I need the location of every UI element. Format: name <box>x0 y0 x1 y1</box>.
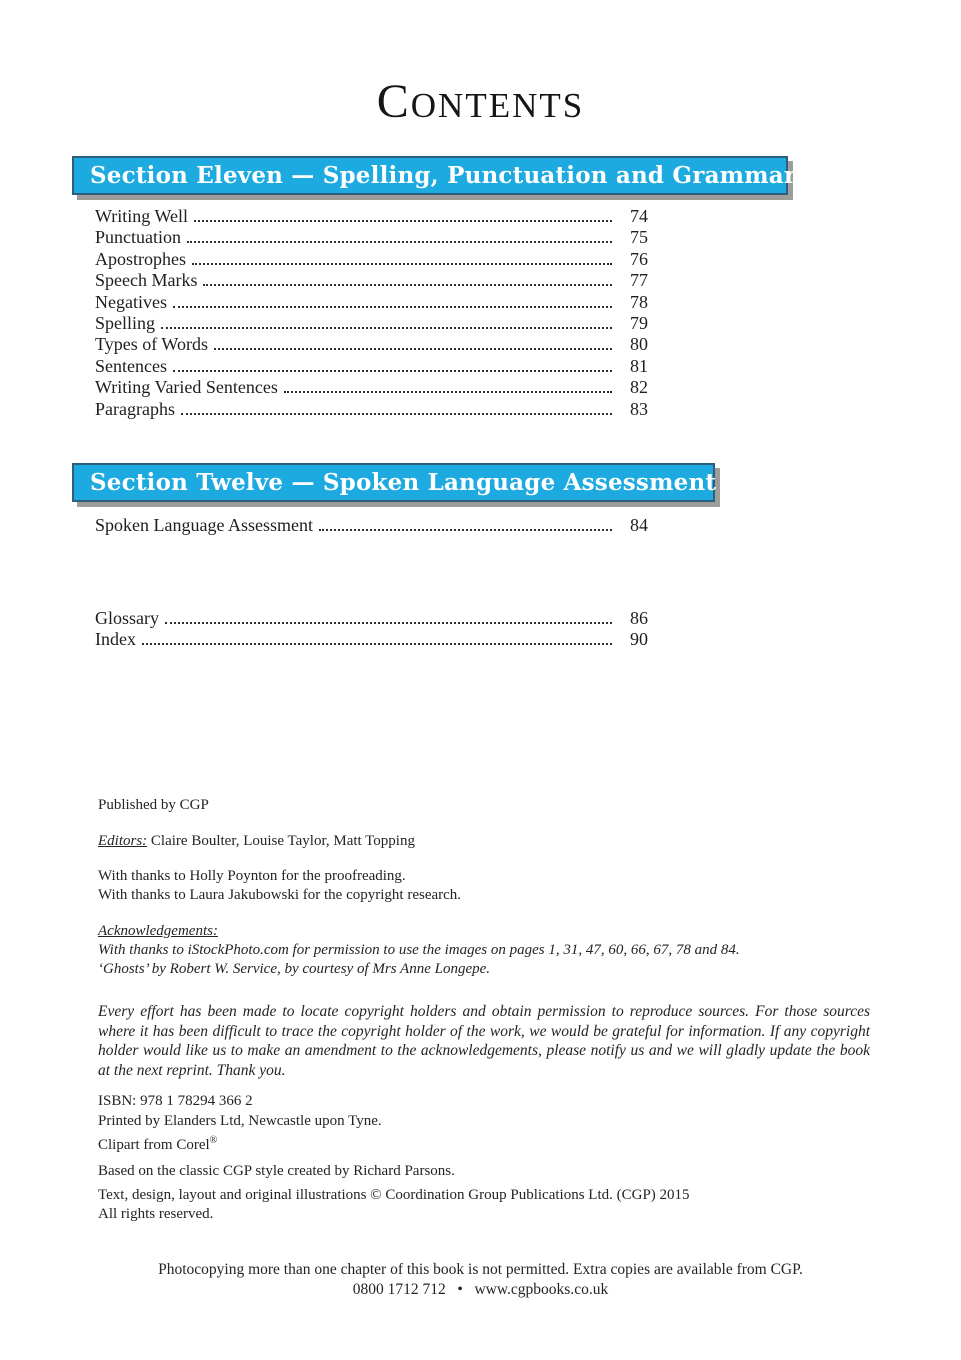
page-title <box>0 75 961 130</box>
page-title-initial: C <box>376 75 411 128</box>
footer-phone: 0800 1712 712 <box>352 1280 446 1298</box>
toc-entry-label: Punctuation <box>95 227 181 248</box>
toc-entry-label: Sentences <box>95 355 167 376</box>
toc-entry <box>95 334 648 355</box>
editors-names: Claire Boulter, Louise Taylor, Matt Topping <box>150 833 415 849</box>
printer-line: Printed by Elanders Ltd, Newcastle upon Tyne. <box>98 1112 382 1129</box>
toc-entry-label: Spelling <box>95 312 156 333</box>
toc-entry-page: 79 <box>630 312 648 333</box>
dot-leader <box>181 413 612 415</box>
dot-leader <box>194 220 612 222</box>
publisher-line: Published by CGP <box>98 797 209 813</box>
clipart-text: Clipart from Corel <box>98 1137 210 1153</box>
toc-entry-page: 82 <box>630 377 648 398</box>
toc-entry <box>95 313 648 334</box>
dot-leader <box>284 391 612 393</box>
toc-entry-page: 78 <box>630 291 648 312</box>
toc-entry <box>95 292 648 313</box>
toc-entry <box>95 356 648 377</box>
dot-leader <box>142 643 612 645</box>
section-eleven-heading-label: Section Eleven — Spelling, Punctuation and Grammar <box>90 162 797 189</box>
toc-extras <box>95 608 648 651</box>
footer-photocopy-notice: Photocopying more than one chapter of this book is not permitted. Extra copies are available from CGP. <box>158 1261 803 1278</box>
toc-entry-label: Writing Well <box>95 206 188 226</box>
page-title-rest: ONTENTS <box>410 86 585 125</box>
toc-entry <box>95 629 648 650</box>
toc-entry-page: 74 <box>630 206 648 226</box>
toc-entry <box>95 515 648 536</box>
footer-bullet: • <box>457 1280 463 1298</box>
toc-entry-label: Negatives <box>95 291 167 312</box>
dot-leader <box>187 241 612 243</box>
toc-entry <box>95 399 648 420</box>
thanks-block <box>98 867 461 905</box>
acknowledgements-block <box>98 922 740 979</box>
toc-entry-label: Apostrophes <box>95 248 186 269</box>
toc-entry <box>95 227 648 248</box>
footer-url: www.cgpbooks.co.uk <box>474 1280 609 1298</box>
section-twelve-heading <box>72 463 715 502</box>
toc-entry <box>95 206 648 227</box>
toc-entry-page: 81 <box>630 355 648 376</box>
toc-section-eleven <box>95 206 648 420</box>
toc-entry-label: Types of Words <box>95 334 208 355</box>
acknowledgements-line-2: ‘Ghosts’ by Robert W. Service, by courtesy of Mrs Anne Longepe. <box>98 961 491 977</box>
dot-leader <box>203 284 612 286</box>
copyright-effort-paragraph: Every effort has been made to locate copyright holders and obtain permission to reproduce sources. For those sources where it has been difficult to trace the copyright holder of the work, we would be grateful for information. If any copyright holder would like us to make an amendment to the acknowledgements, please notify us and we will gladly update the book at the next reprint. Thank you. <box>98 1003 870 1079</box>
section-eleven-heading <box>72 156 797 195</box>
toc-entry-page: 75 <box>630 227 648 248</box>
footer-contact-line <box>0 1280 961 1300</box>
copyright-line: Text, design, layout and original illustrations © Coordination Group Publications Ltd. (CGP) 2015 <box>98 1187 690 1203</box>
toc-entry-page: 90 <box>630 629 648 650</box>
toc-entry-label: Glossary <box>95 608 159 628</box>
toc-entry-page: 80 <box>630 334 648 355</box>
editors-line <box>98 832 415 851</box>
dot-leader <box>214 348 612 350</box>
rights-line: All rights reserved. <box>98 1206 214 1222</box>
thanks-line-2: With thanks to Laura Jakubowski for the copyright research. <box>98 887 462 903</box>
dot-leader <box>161 327 612 329</box>
toc-entry-page: 84 <box>630 515 648 535</box>
clipart-line <box>98 1131 382 1156</box>
toc-entry-label: Writing Varied Sentences <box>95 377 278 398</box>
dot-leader <box>192 263 612 265</box>
toc-entry-page: 76 <box>630 248 648 269</box>
toc-entry-label: Index <box>95 629 136 650</box>
registered-mark: ® <box>209 1135 218 1146</box>
copyright-block <box>98 1186 738 1224</box>
thanks-line-1: With thanks to Holly Poynton for the proofreading. <box>98 868 406 884</box>
toc-entry <box>95 377 648 398</box>
dot-leader <box>319 529 612 531</box>
editors-label: Editors: <box>98 833 148 849</box>
footer <box>0 1260 961 1299</box>
acknowledgements-line-1: With thanks to iStockPhoto.com for permission to use the images on pages 1, 31, 47, 60, 66, 67, 78 and 84. <box>98 942 740 958</box>
based-on-line: Based on the classic CGP style created by Richard Parsons. <box>98 1163 455 1179</box>
toc-entry <box>95 608 648 629</box>
isbn-block <box>98 1092 382 1156</box>
dot-leader <box>165 622 612 624</box>
toc-entry-label: Spoken Language Assessment <box>95 515 313 535</box>
toc-entry-label: Speech Marks <box>95 270 198 291</box>
dot-leader <box>173 306 612 308</box>
toc-entry <box>95 270 648 291</box>
section-twelve-heading-label: Section Twelve — Spoken Language Assessment <box>90 469 717 496</box>
toc-entry-page: 83 <box>630 398 648 419</box>
toc-entry-label: Paragraphs <box>95 398 175 419</box>
isbn-line: ISBN: 978 1 78294 366 2 <box>98 1093 253 1109</box>
toc-entry <box>95 249 648 270</box>
dot-leader <box>173 370 612 372</box>
acknowledgements-label: Acknowledgements: <box>98 923 218 939</box>
toc-entry-page: 77 <box>630 270 648 291</box>
toc-section-twelve <box>95 515 648 536</box>
toc-entry-page: 86 <box>630 608 648 628</box>
